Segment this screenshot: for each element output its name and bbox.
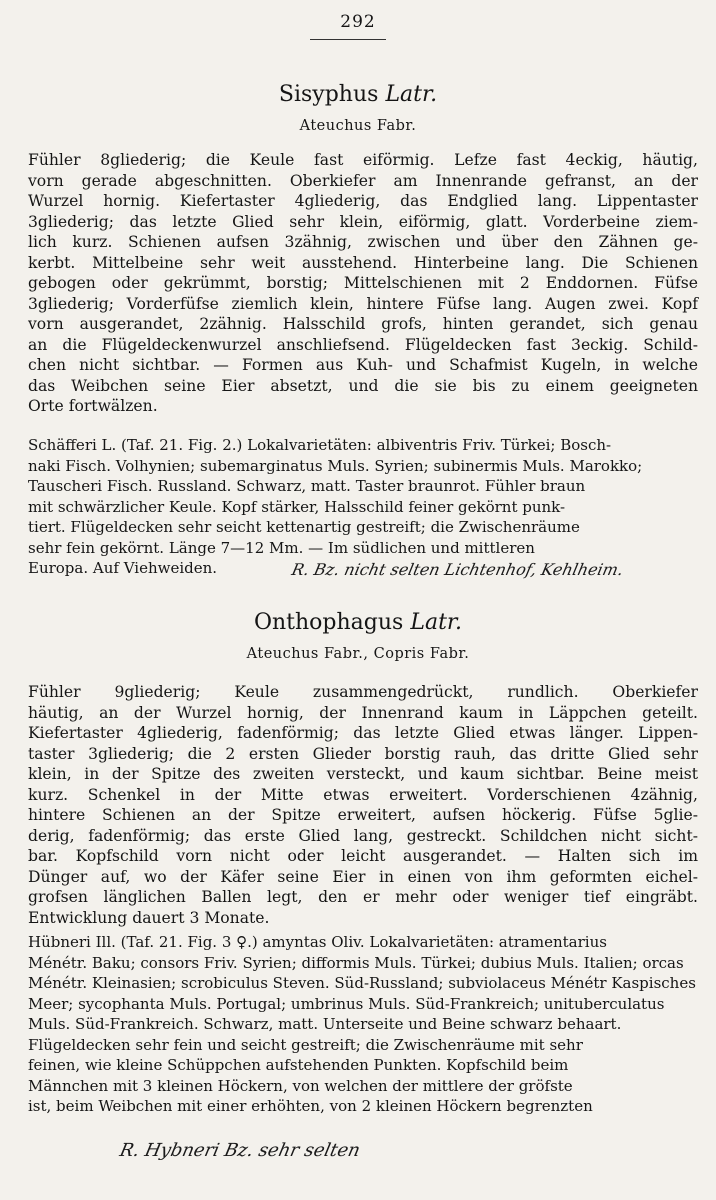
handwritten-note: R. Bz. nicht selten Lichtenhof, Kehlheim. (289, 560, 626, 579)
genus-heading-sisyphus (0, 82, 716, 107)
genus-name: Sisyphus (278, 82, 379, 107)
text-line: Tauscheri Fisch. Russland. Schwarz, matt. Taster braunrot. Fühler braun (28, 477, 586, 495)
text-line: derig, fadenförmig; das erste Glied lang, gestreckt. Schildchen nicht sicht- (28, 826, 698, 845)
species-entry-schaefferi (28, 435, 698, 579)
text-line: Entwicklung dauert 3 Monate. (28, 908, 270, 927)
genus-author: Latr. (385, 82, 438, 107)
text-line: vorn ausgerandet, 2zähnig. Halsschild grofs, hinten gerandet, sich genau (28, 315, 698, 333)
text-line: gebogen oder gekrümmt, borstig; Mittelschienen mit 2 Enddornen. Füfse (28, 274, 698, 292)
text-line: Schäfferi L. (Taf. 21. Fig. 2.) Lokalvarietäten: albiventris Friv. Türkei; Bosch- (28, 436, 612, 454)
text-line: Fühler 9gliederig; Keule zusammengedrückt, rundlich. Oberkiefer (28, 683, 698, 701)
text-line: Wurzel hornig. Kiefertaster 4gliederig, das Endglied lang. Lippentaster (28, 192, 698, 210)
text-line: häutig, an der Wurzel hornig, der Innenrand kaum in Läppchen geteilt. (28, 703, 698, 722)
text-line: tiert. Flügeldecken sehr seicht kettenartig gestreift; die Zwischenräume (28, 518, 580, 536)
page-number: 292 (340, 12, 376, 32)
genus-author: Latr. (410, 610, 463, 635)
text-line: sehr fein gekörnt. Länge 7—12 Mm. — Im südlichen und mittleren (28, 538, 535, 557)
text-line: Muls. Süd-Frankreich. Schwarz, matt. Unterseite und Beine schwarz behaart. (28, 1015, 622, 1033)
genus-synonym: Ateuchus Fabr. (299, 118, 417, 134)
text-line: das Weibchen seine Eier absetzt, und die sie bis zu einem geeigneten (28, 376, 698, 395)
text-line: grofsen länglichen Ballen legt, den er mehr oder weniger tief eingräbt. (28, 888, 698, 906)
text-line: Flügeldecken sehr fein und seicht gestreift; die Zwischenräume mit sehr (28, 1035, 583, 1054)
text-line: ist, beim Weibchen mit einer erhöhten, von 2 kleinen Höckern begrenzten (28, 1097, 593, 1115)
text-line: kerbt. Mittelbeine sehr weit ausstehend. Hinterbeine lang. Die Schienen (28, 253, 698, 272)
text-line: feinen, wie kleine Schüppchen aufstehenden Punkten. Kopfschild beim (28, 1056, 569, 1074)
text-line: Ménétr. Kleinasien; scrobiculus Steven. Süd-Russland; subviolaceus Ménétr Kaspisches (28, 974, 696, 992)
text-line: mit schwärzlicher Keule. Kopf stärker, Halsschild feiner gekörnt punk- (28, 497, 566, 516)
text-line: 3gliederig; das letzte Glied sehr klein, eiförmig, glatt. Vorderbeine ziem- (28, 212, 698, 231)
text-line: bar. Kopfschild vorn nicht oder leicht ausgerandet. — Halten sich im (28, 847, 698, 865)
genus-heading-onthophagus (0, 610, 716, 635)
text-line: an die Flügeldeckenwurzel anschliefsend. Flügeldecken fast 3eckig. Schild- (28, 335, 698, 354)
genus-synonym: Ateuchus Fabr., Copris Fabr. (246, 646, 470, 662)
genus-description-onthophagus (28, 682, 698, 928)
text-line: chen nicht sichtbar. — Formen aus Kuh- und Schafmist Kugeln, in welche (28, 356, 698, 374)
text-line: Orte fortwälzen. (28, 397, 158, 415)
text-line: lich kurz. Schienen aufsen 3zähnig, zwischen und über den Zähnen ge- (28, 233, 698, 251)
text-line: Kiefertaster 4gliederig, fadenförmig; das letzte Glied etwas länger. Lippen- (28, 724, 698, 742)
text-line: kurz. Schenkel in der Mitte etwas erweitert. Vorderschienen 4zähnig, (28, 785, 698, 804)
page-number-rule (310, 39, 386, 40)
text-line: Ménétr. Baku; consors Friv. Syrien; difformis Muls. Türkei; dubius Muls. Italien; orcas (28, 953, 684, 972)
handwritten-note: R. Hybneri Bz. sehr selten (117, 1140, 363, 1161)
text-line: vorn gerade abgeschnitten. Oberkiefer am Innenrande gefranst, an der (28, 171, 698, 190)
text-line: hintere Schienen an der Spitze erweitert, aufsen höckerig. Füfse 5glie- (28, 806, 698, 824)
genus-name: Onthophagus (253, 610, 404, 635)
text-line: taster 3gliederig; die 2 ersten Glieder borstig rauh, das dritte Glied sehr (28, 744, 698, 763)
text-line: naki Fisch. Volhynien; subemarginatus Muls. Syrien; subinermis Muls. Marokko; (28, 456, 643, 475)
text-line: Männchen mit 3 kleinen Höckern, von welchen der mittlere der gröfste (28, 1076, 573, 1095)
text-line: Hübneri Ill. (Taf. 21. Fig. 3 ♀.) amyntas Oliv. Lokalvarietäten: atramentarius (28, 933, 607, 951)
text-line: Europa. Auf Viehweiden. (28, 559, 218, 577)
species-entry-huebneri (28, 932, 698, 1117)
text-line: Meer; sycophanta Muls. Portugal; umbrinus Muls. Süd-Frankreich; unituberculatus (28, 994, 665, 1013)
genus-description-sisyphus (28, 150, 698, 417)
text-line: Dünger auf, wo der Käfer seine Eier in einen von ihm geformten eichel- (28, 867, 698, 886)
text-line: Fühler 8gliederig; die Keule fast eiförmig. Lefze fast 4eckig, häutig, (28, 151, 698, 169)
text-line: 3gliederig; Vorderfüfse ziemlich klein, hintere Füfse lang. Augen zwei. Kopf (28, 294, 698, 313)
text-line: klein, in der Spitze des zweiten versteckt, und kaum sichtbar. Beine meist (28, 765, 698, 783)
